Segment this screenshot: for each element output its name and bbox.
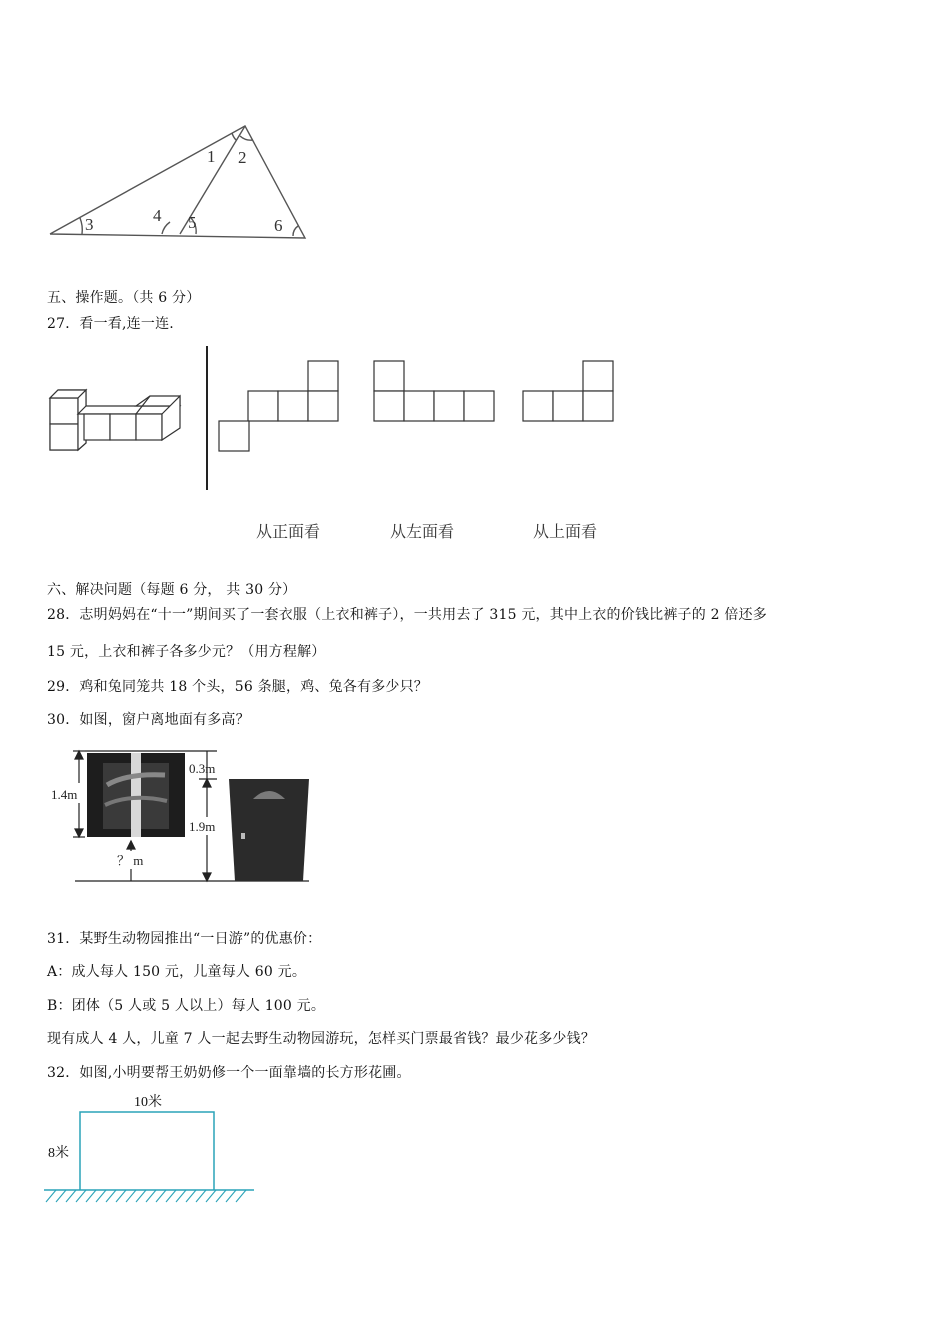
garden-height-label: 8米 <box>48 1146 69 1161</box>
garden-width-label: 10米 <box>134 1095 162 1110</box>
q30-text: 30．如图，窗户离地面有多高？ <box>47 712 250 728</box>
q32-text: 32．如图,小明要帮王奶奶修一个一面靠墙的长方形花圃。 <box>47 1065 411 1081</box>
window-door-figure <box>47 745 317 890</box>
view-left-shape <box>372 359 502 424</box>
q28-line1: 28．志明妈妈在“十一”期间买了一套衣服（上衣和裤子），一共用去了 315 元，其中上衣的价钱比裤子的 2 倍还多 <box>47 607 767 623</box>
caption-top-view: 从上面看 <box>533 522 598 541</box>
cube-stack-figure <box>50 388 190 458</box>
top-gap-label: 0.3m <box>189 761 216 776</box>
figure-divider <box>206 346 208 490</box>
caption-left-view: 从左面看 <box>390 522 455 541</box>
angle-label-5: 5 <box>188 213 197 232</box>
window-height-label: 1.4m <box>51 787 78 802</box>
garden-figure <box>44 1090 264 1210</box>
angle-label-1: 1 <box>207 147 216 166</box>
triangle-figure <box>40 118 340 248</box>
q31-question: 现有成人 4 人，儿童 7 人一起去野生动物园游玩，怎样买门票最省钱？最少花多少钱？ <box>47 1031 596 1047</box>
angle-label-4: 4 <box>153 206 162 225</box>
door-height-label: 1.9m <box>189 819 216 834</box>
section6-heading: 六、解决问题（每题 6 分， 共 30 分） <box>47 582 297 598</box>
unknown-height-label: ？ m <box>117 853 144 868</box>
section5-heading: 五、操作题。（共 6 分） <box>47 290 201 306</box>
caption-front-view: 从正面看 <box>256 522 321 541</box>
q28-line2: 15 元，上衣和裤子各多少元？（用方程解） <box>47 644 326 660</box>
q31-option-b: B：团体（5 人或 5 人以上）每人 100 元。 <box>47 998 326 1014</box>
angle-label-6: 6 <box>274 216 283 235</box>
angle-label-2: 2 <box>238 148 247 167</box>
view-front-shape <box>218 359 348 454</box>
angle-label-3: 3 <box>85 215 94 234</box>
q29-text: 29．鸡和兔同笼共 18 个头，56 条腿，鸡、兔各有多少只？ <box>47 679 428 695</box>
view-top-shape <box>521 359 621 424</box>
q31-text: 31．某野生动物园推出“一日游”的优惠价： <box>47 931 322 947</box>
q31-option-a: A：成人每人 150 元，儿童每人 60 元。 <box>47 964 307 980</box>
q27-text: 27．看一看,连一连. <box>47 316 174 332</box>
